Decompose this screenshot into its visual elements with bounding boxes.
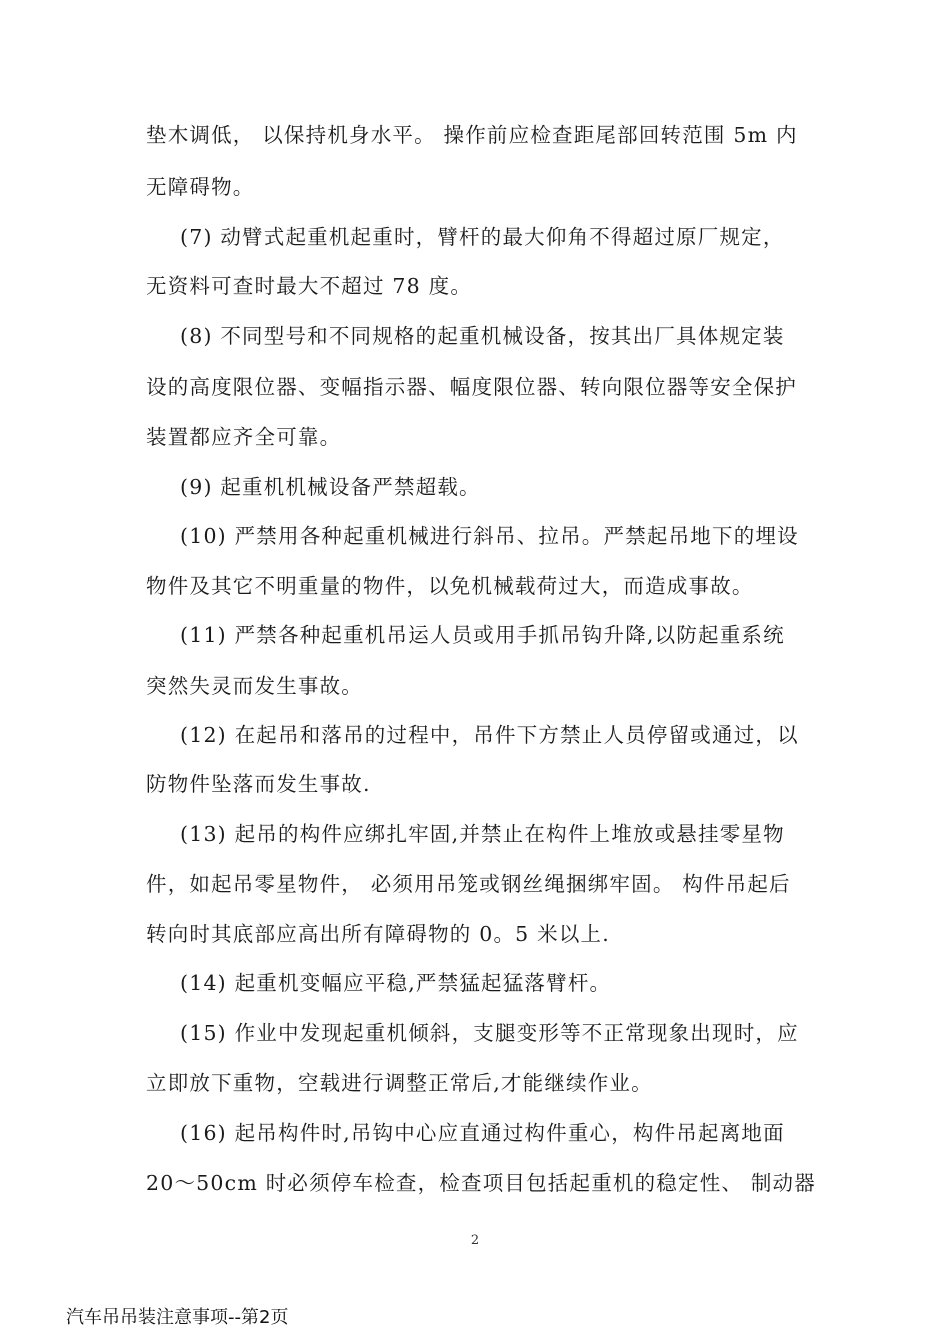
clause-12-line: (12) 在起吊和落吊的过程中，吊件下方禁止人员停留或通过，以 <box>180 723 799 747</box>
body-text-line: 转向时其底部应高出所有障碍物的 0。5 米以上. <box>146 922 610 946</box>
document-footer-title: 汽车吊吊装注意事项--第2页 <box>66 1307 289 1328</box>
body-text-line: 无资料可查时最大不超过 78 度。 <box>146 274 473 298</box>
clause-11-line: (11) 严禁各种起重机吊运人员或用手抓吊钩升降,以防起重系统 <box>180 623 785 647</box>
body-text-line: 无障碍物。 <box>146 175 255 199</box>
body-text-line: 突然失灵而发生事故。 <box>146 674 363 698</box>
body-text-line: 防物件坠落而发生事故. <box>146 772 371 796</box>
body-text-line: 设的高度限位器、变幅指示器、幅度限位器、转向限位器等安全保护 <box>146 375 797 399</box>
clause-14-line: (14) 起重机变幅应平稳,严禁猛起猛落臂杆。 <box>180 971 612 995</box>
body-text-line: 物件及其它不明重量的物件，以免机械载荷过大，而造成事故。 <box>146 574 754 598</box>
body-text-line: 件，如起吊零星物件， 必须用吊笼或钢丝绳捆绑牢固。 构件吊起后 <box>146 872 791 896</box>
clause-15-line: (15) 作业中发现起重机倾斜，支腿变形等不正常现象出现时，应 <box>180 1021 799 1045</box>
body-text-line: 装置都应齐全可靠。 <box>146 425 342 449</box>
clause-9-line: (9) 起重机机械设备严禁超载。 <box>180 475 481 499</box>
page-number: 2 <box>470 1233 480 1248</box>
body-text-line: 20～50cm 时必须停车检查，检查项目包括起重机的稳定性、 制动器 <box>146 1171 816 1195</box>
clause-7-line: (7) 动臂式起重机起重时，臂杆的最大仰角不得超过原厂规定， <box>180 225 785 249</box>
body-text-line: 立即放下重物，空载进行调整正常后,才能继续作业。 <box>146 1071 653 1095</box>
clause-10-line: (10) 严禁用各种起重机械进行斜吊、拉吊。严禁起吊地下的埋设 <box>180 524 799 548</box>
clause-8-line: (8) 不同型号和不同规格的起重机械设备，按其出厂具体规定装 <box>180 324 785 348</box>
body-text-line: 垫木调低， 以保持机身水平。 操作前应检查距尾部回转范围 5m 内 <box>146 123 798 147</box>
clause-13-line: (13) 起吊的构件应绑扎牢固,并禁止在构件上堆放或悬挂零星物 <box>180 822 785 846</box>
clause-16-line: (16) 起吊构件时,吊钩中心应直通过构件重心，构件吊起离地面 <box>180 1121 785 1145</box>
